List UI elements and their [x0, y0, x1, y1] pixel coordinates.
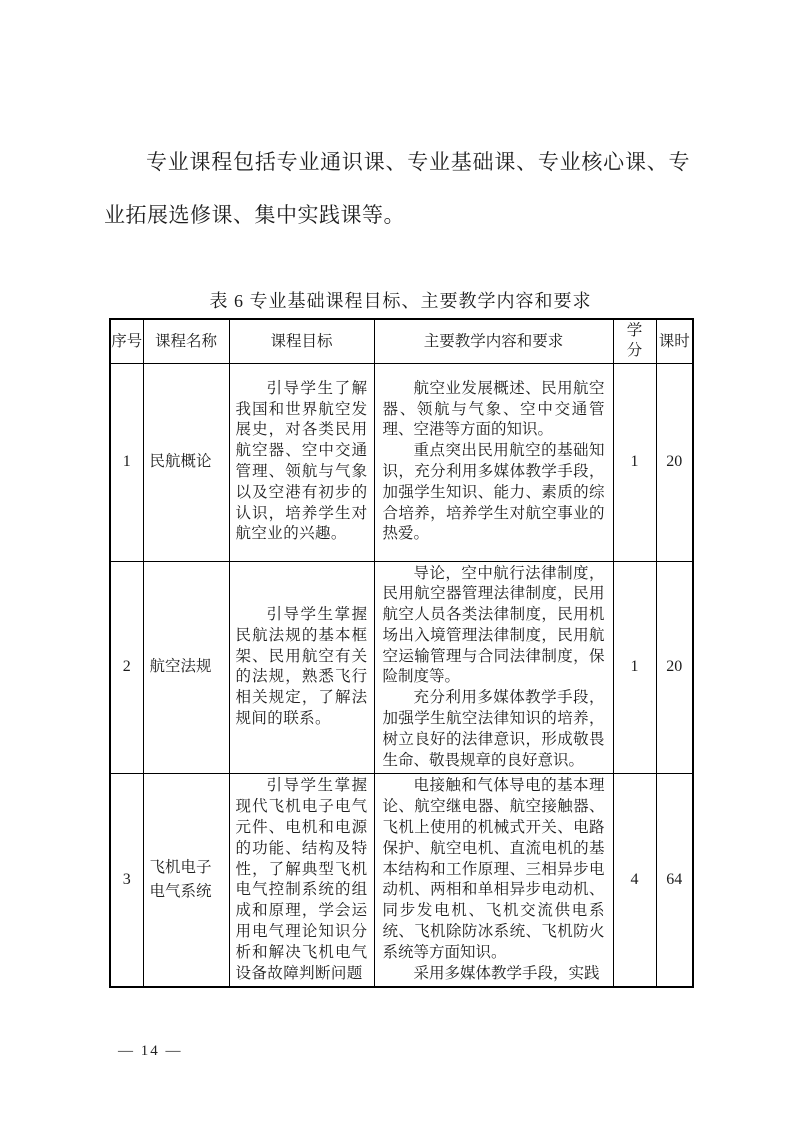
cell-objective: 引导学生掌握民航法规的基本框架、民用航空有关的法规，熟悉飞行相关规定，了解法规间的联系。 — [229, 561, 374, 774]
table-row — [110, 561, 693, 774]
header-no: 序号 — [110, 319, 143, 363]
cell-course-name: 航空法规 — [143, 561, 229, 774]
content-paragraph: 重点突出民用航空的基础知识，充分利用多媒体教学手段，加强学生知识、能力、素质的综合培养，培养学生对航空事业的热爱。 — [382, 442, 605, 543]
intro-paragraph: 专业课程包括专业通识课、专业基础课、专业核心课、专业拓展选修课、集中实践课等。 — [104, 150, 690, 227]
content-paragraph: 导论，空中航行法律制度，民用航空器管理法律制度，民用航空人员各类法律制度，民用机场出入境管理法律制度，民用航空运输管理与合同法律制度，保险制度等。 — [382, 564, 605, 686]
table-header — [110, 319, 693, 363]
table-body — [110, 363, 693, 987]
cell-credits: 1 — [613, 363, 656, 561]
cell-no: 2 — [110, 561, 143, 774]
cell-no: 3 — [110, 774, 143, 987]
header-course-name: 课程名称 — [143, 319, 229, 363]
content-paragraph: 航空业发展概述、民用航空器、领航与气象、空中交通管理、空港等方面的知识。 — [382, 379, 605, 439]
cell-hours: 64 — [656, 774, 693, 987]
cell-course-name: 飞机电子电气系统 — [143, 774, 229, 987]
page-number: — 14 — — [118, 1043, 183, 1059]
cell-content — [374, 774, 613, 987]
header-credits-label: 学分 — [626, 322, 643, 360]
cell-objective: 引导学生掌握现代飞机电子电气元件、电机和电源的功能、结构及特性，了解典型飞机电气控制系统的组成和原理，学会运用电气理论知识分析和解决飞机电气设备故障判断问题 — [229, 774, 374, 987]
header-hours: 课时 — [656, 319, 693, 363]
cell-hours: 20 — [656, 561, 693, 774]
cell-credits: 1 — [613, 561, 656, 774]
header-row — [110, 319, 693, 363]
cell-no: 1 — [110, 363, 143, 561]
cell-objective: 引导学生了解我国和世界航空发展史，对各类民用航空器、空中交通管理、领航与气象以及空港有初步的认识，培养学生对航空业的兴趣。 — [229, 363, 374, 561]
content-paragraph: 电接触和气体导电的基本理论、航空继电器、航空接触器、飞机上使用的机械式开关、电路保护、航空电机、直流电机的基本结构和工作原理、三相异步电动机、两相和单相异步电动机、同步发电机、飞机交流供电系统、飞机除防冰系统、飞机防火系统等方面知识。 — [382, 777, 605, 961]
cell-credits: 4 — [613, 774, 656, 987]
course-table — [109, 318, 694, 988]
header-credits — [613, 319, 656, 363]
cell-content — [374, 363, 613, 561]
content-paragraph: 充分利用多媒体教学手段，加强学生航空法律知识的培养，树立良好的法律意识，形成敬畏生命、敬畏规章的良好意识。 — [382, 689, 605, 769]
header-objective: 课程目标 — [229, 319, 374, 363]
table-row — [110, 774, 693, 987]
header-content: 主要教学内容和要求 — [374, 319, 613, 363]
table-row — [110, 363, 693, 561]
table-title: 表 6 专业基础课程目标、主要教学内容和要求 — [209, 291, 592, 311]
cell-course-name: 民航概论 — [143, 363, 229, 561]
cell-hours: 20 — [656, 363, 693, 561]
content-paragraph: 采用多媒体教学手段，实践 — [413, 964, 600, 982]
cell-content — [374, 561, 613, 774]
